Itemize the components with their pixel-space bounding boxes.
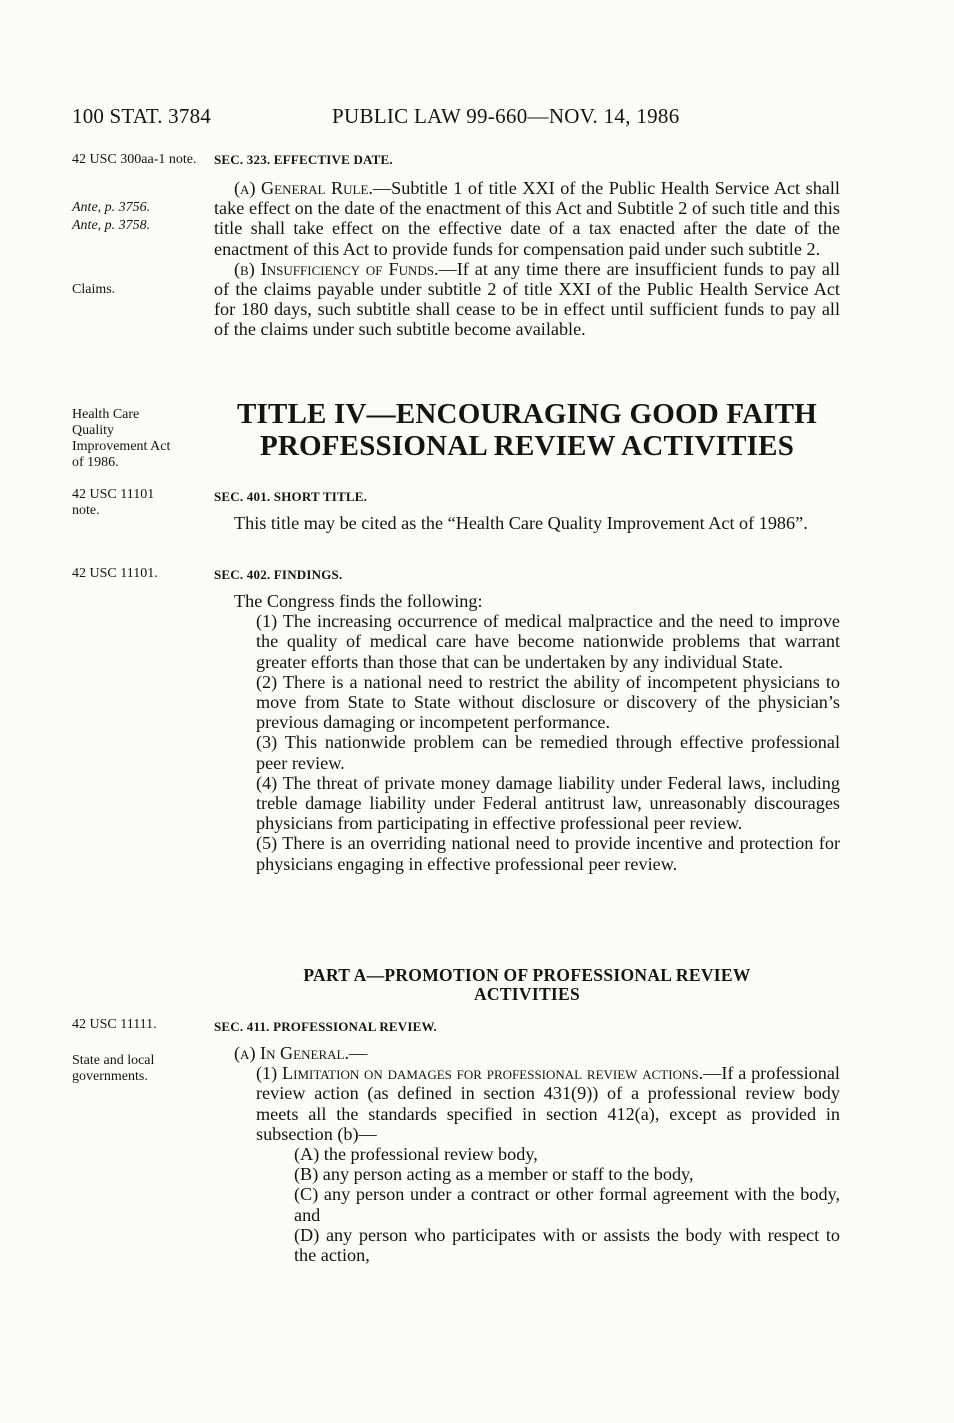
margin-note-hcqia: Health Care Quality Improvement Act of 1986. <box>72 407 171 470</box>
margin-note-ante-3758 <box>72 218 207 234</box>
sec-323-heading: SEC. 323. EFFECTIVE DATE. <box>214 152 393 167</box>
margin-note-ante-3756-text: Ante, p. 3756. <box>72 200 151 215</box>
public-law-header: PUBLIC LAW 99-660—NOV. 14, 1986 <box>332 104 680 128</box>
margin-note-usc-11101-note: 42 USC 11101 note. <box>72 487 155 518</box>
margin-note-claims: Claims. <box>72 282 116 297</box>
sec-402-body <box>214 591 840 874</box>
finding-4: (4) The threat of private money damage liability under Federal laws, including treble damage liability under Federal antitrust law, unreasonably discourages physicians from participating in effective professional peer review. <box>256 772 840 834</box>
statute-page-number: 100 STAT. 3784 <box>72 104 211 128</box>
sec-411-heading: SEC. 411. PROFESSIONAL REVIEW. <box>214 1019 437 1034</box>
title-iv-line1: TITLE IV—ENCOURAGING GOOD FAITH <box>236 398 818 430</box>
part-a-line2: ACTIVITIES <box>473 984 581 1004</box>
sec-411-sub-d: (D) any person who participates with or assists the body with respect to the action, <box>294 1224 840 1266</box>
part-a-line1: PART A—PROMOTION OF PROFESSIONAL REVIEW <box>303 965 751 985</box>
sec-411-a-label: (a) In General.— <box>234 1043 368 1063</box>
sec-411-body <box>214 1043 840 1265</box>
sec-401-text: This title may be cited as the “Health Care Quality Improvement Act of 1986”. <box>234 513 808 533</box>
page-header <box>72 104 852 136</box>
margin-note-ante-3758-text: Ante, p. 3758. <box>72 218 151 233</box>
sec-401-heading: SEC. 401. SHORT TITLE. <box>214 489 368 504</box>
finding-3: (3) This nationwide problem can be remedied through effective professional peer review. <box>256 732 840 773</box>
sec-323-b <box>214 259 840 340</box>
sec-323-a-text: —Subtitle 1 of title XXI of the Public Health Service Act shall take effect on the date of the enactment of this Act and Subtitle 2 of such title and this title shall take effect on the effective date of a tax enacted after the date of the enactment of this Act to provide funds for compensation paid under such subtitle 2. <box>214 178 840 259</box>
part-a-heading <box>214 966 840 1004</box>
title-iv-heading <box>214 398 840 462</box>
finding-5: (5) There is an overriding national need to provide incentive and protection for physicians engaging in effective professional peer review. <box>256 833 840 874</box>
margin-note-state-local: State and local governments. <box>72 1053 155 1084</box>
sec-402-intro: The Congress finds the following: <box>234 591 483 611</box>
sec-411-sub-b: (B) any person acting as a member or staff to the body, <box>294 1164 694 1185</box>
sec-411-sub-a: (A) the professional review body, <box>294 1144 538 1165</box>
sec-323-body <box>214 178 840 340</box>
margin-note-usc-11111: 42 USC 11111. <box>72 1017 157 1032</box>
margin-note-usc-11101: 42 USC 11101. <box>72 566 158 581</box>
sec-411-a-1 <box>214 1063 840 1144</box>
sec-323-a-label: (a) General Rule. <box>234 178 373 198</box>
sec-323-a <box>214 178 840 259</box>
sec-323-b-label: (b) Insufficiency of Funds. <box>234 258 439 279</box>
margin-note-ante-3756 <box>72 200 207 216</box>
finding-2: (2) There is a national need to restrict the ability of incompetent physicians to move from State to State without disclosure or discovery of the physician’s previous damaging or incompetent performance. <box>256 671 840 733</box>
sec-411-a-1-text: —If a professional review action (as defined in section 431(9)) of a professional review body meets all the standards specified in section 412(a), except as provided in subsection (b)— <box>256 1063 840 1144</box>
sec-323-b-text: —If at any time there are insufficient funds to pay all of the claims payable under subtitle 2 of title XXI of the Public Health Service Act for 180 days, such subtitle shall cease to be in effect until sufficient funds to pay all of the claims under such subtitle become available. <box>214 258 840 340</box>
sec-411-a-1-label: (1) Limitation on damages for professional review actions. <box>256 1063 704 1084</box>
finding-1: (1) The increasing occurrence of medical malpractice and the need to improve the quality of medical care have become nationwide problems that warrant greater efforts than those that can be undertaken by any individual State. <box>256 611 840 672</box>
title-iv-line2: PROFESSIONAL REVIEW ACTIVITIES <box>259 430 795 462</box>
sec-402-heading: SEC. 402. FINDINGS. <box>214 567 343 582</box>
sec-401-body <box>214 513 840 533</box>
sec-411-sub-c: (C) any person under a contract or other formal agreement with the body, and <box>294 1184 840 1225</box>
margin-note-usc-300aa: 42 USC 300aa-1 note. <box>72 152 197 167</box>
